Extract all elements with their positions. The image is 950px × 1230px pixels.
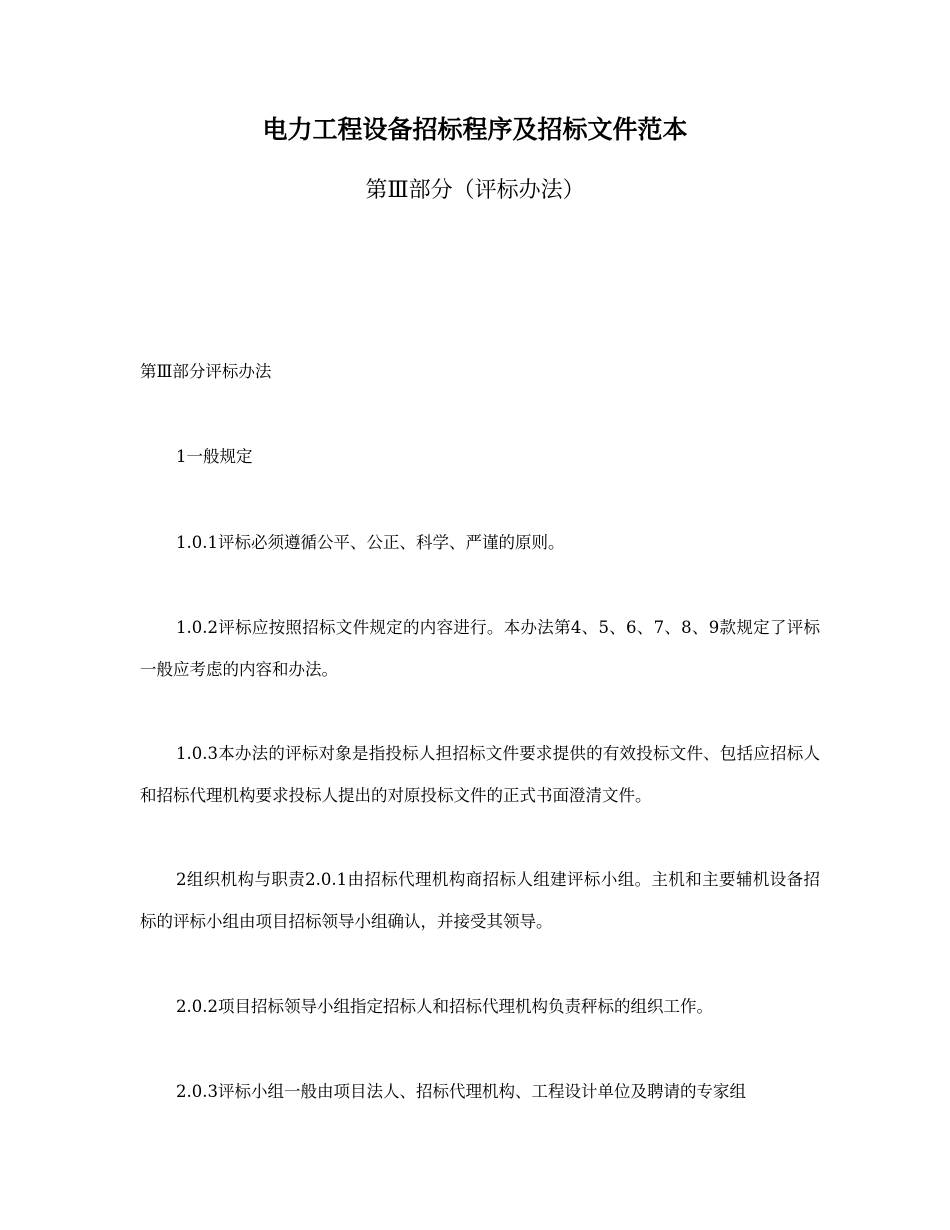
paragraph-1-0-1: 1.0.1评标必须遵循公平、公正、科学、严谨的原则。 xyxy=(176,533,565,552)
paragraph-2-0-2: 2.0.2项目招标领导小组指定招标人和招标代理机构负责秤标的组织工作。 xyxy=(176,997,713,1016)
paragraph-2-0-3: 2.0.3评标小组一般由项目法人、招标代理机构、工程设计单位及聘请的专家组 xyxy=(176,1082,746,1101)
section-heading: 第Ⅲ部分评标办法 xyxy=(140,362,272,381)
document-subtitle: 第Ⅲ部分（评标办法） xyxy=(365,178,585,203)
paragraph-2-0-1: 2组织机构与职责2.0.1由招标代理机构商招标人组建评标小组。主机和主要辅机设备招标的评标小组由项目招标领导小组确认，并接受其领导。 xyxy=(140,870,820,931)
paragraph-general-provisions: 1一般规定 xyxy=(176,447,253,466)
paragraph-1-0-2: 1.0.2评标应按照招标文件规定的内容进行。本办法第4、5、6、7、8、9款规定了评标一般应考虑的内容和办法。 xyxy=(140,618,820,679)
paragraph-1-0-3: 1.0.3本办法的评标对象是指投标人担招标文件要求提供的有效投标文件、包括应招标人和招标代理机构要求投标人提出的对原投标文件的正式书面澄清文件。 xyxy=(140,744,820,805)
document-title: 电力工程设备招标程序及招标文件范本 xyxy=(262,115,688,144)
